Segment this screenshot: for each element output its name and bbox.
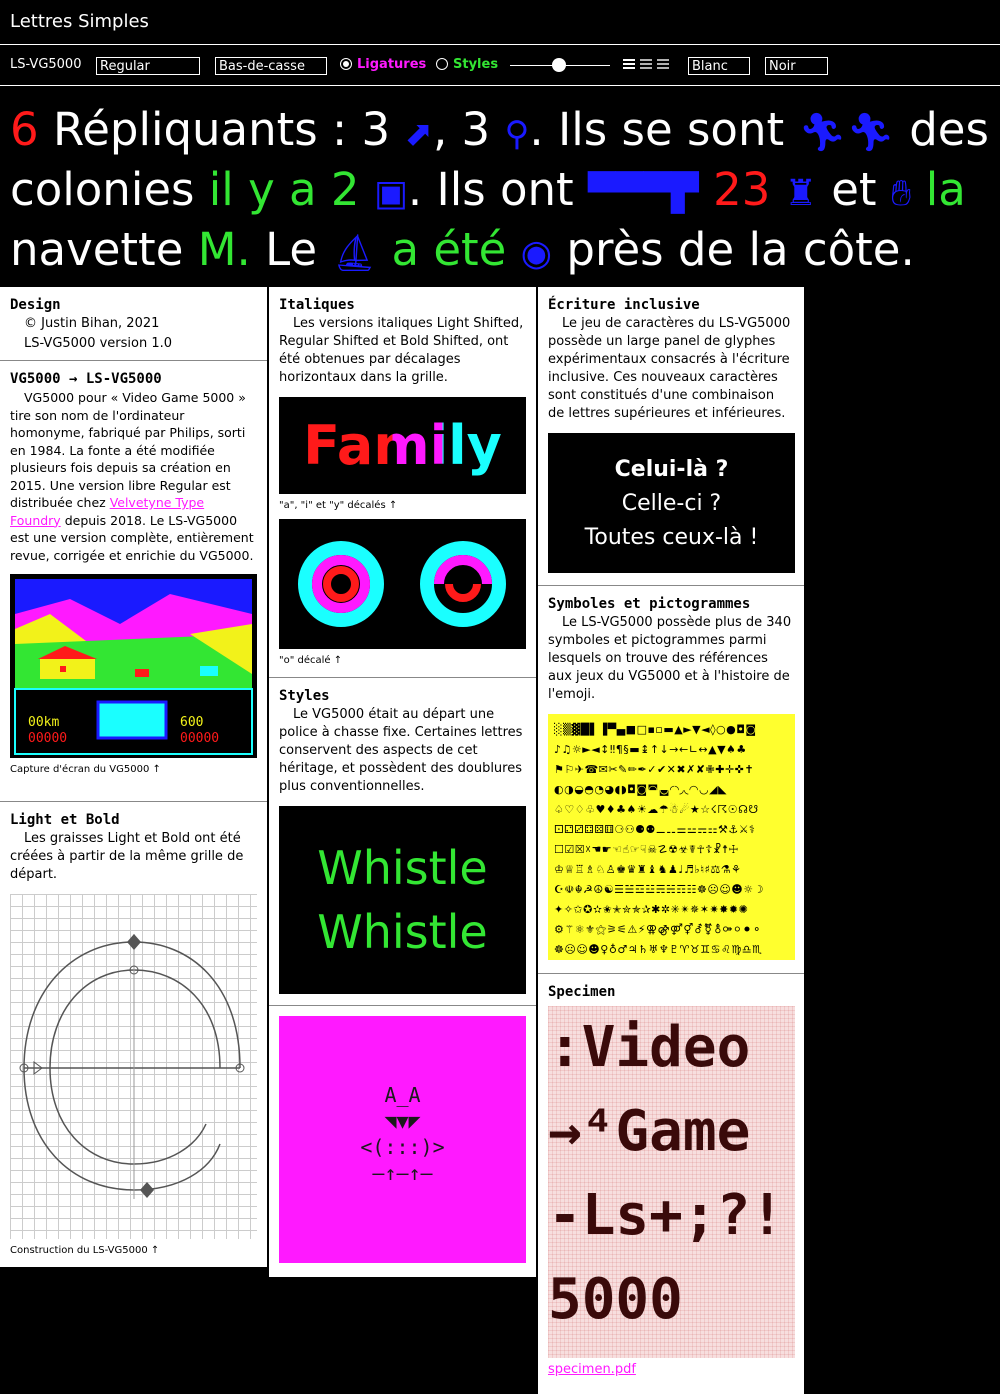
robot-icon: ♜ — [784, 173, 817, 214]
symbols-row: ♔♕♖♗♘♙♚♛♜♝♞♟♩♬♭♮♯⚖⚗⚘ — [554, 863, 742, 876]
gun-icon: ▀▀▀▛ — [588, 173, 699, 214]
inclusive-line: Celle-ci ? — [621, 491, 722, 516]
design-section — [0, 287, 267, 361]
symbols-row: ☪☫☬☭☮☯☰☱☲☳☴☵☶☷☸☹☺☻☼☽ — [554, 883, 764, 896]
arrow-icon: ⬈ — [404, 114, 433, 154]
app-title: Lettres Simples — [10, 11, 149, 32]
family-word: Family — [303, 414, 502, 477]
construction-grid — [10, 894, 257, 1239]
section-title: Specimen — [548, 984, 616, 1000]
hero-word: colonies — [10, 163, 195, 216]
vg5000-game-scene — [10, 574, 257, 758]
symbols-row: ⚀⚁⚂⚃⚄⚅⚆⚇⚈⚉⚊⚋⚌⚍⚎⚏⚒⚓⚔⚕ — [554, 823, 756, 836]
font-name-label: LS-VG5000 — [10, 57, 82, 72]
inclusive-text: Le jeu de caractères du LS-VG5000 possède un large panel de glyphes expérimentaux consacrés à l'écriture inclusive. Ces nouveaux caractères sont constitués d'une combinaison de lettres supérieures et inférieures. — [548, 316, 791, 421]
eye-icon: ◉ — [520, 233, 553, 274]
whistle-word-2: Whistle — [317, 905, 488, 959]
o-shift-graphic — [279, 519, 526, 649]
vg5000-section — [0, 361, 267, 802]
section-title: Light et Bold — [10, 812, 120, 828]
styles-radio[interactable] — [436, 57, 498, 72]
radio-unchecked-icon — [436, 58, 448, 70]
section-title: Italiques — [279, 297, 355, 313]
image-caption: Construction du LS-VG5000 ↑ — [10, 1245, 160, 1256]
hero-word: , 3 — [432, 103, 491, 156]
styles-label: Styles — [453, 57, 499, 72]
hero-word: a été — [391, 223, 507, 276]
specimen-pdf-link[interactable]: specimen.pdf — [548, 1362, 636, 1377]
hero-word: la — [925, 163, 966, 216]
hud-score: 00000 — [28, 731, 68, 746]
velvetyne-link[interactable]: Velvetyne Type Foundry — [10, 495, 205, 528]
emoticon-line: —↑—↑— — [372, 1161, 433, 1185]
construction-diagram — [10, 894, 257, 1239]
style-select[interactable]: Regular — [96, 57, 200, 75]
whistle-sample — [279, 806, 526, 994]
credit-line: © Justin Bihan, 2021 — [24, 316, 160, 331]
specimen-line: →⁴Game — [548, 1099, 751, 1164]
emoticon-line: ◥▼◤ — [384, 1109, 421, 1133]
hud-fuel: 600 — [180, 715, 204, 730]
specimen-line: 5000 — [548, 1267, 683, 1332]
column-1 — [0, 287, 267, 1267]
hero-word: des — [909, 103, 989, 156]
radio-checked-icon — [340, 58, 352, 70]
hero-word: . Ils ont — [407, 163, 574, 216]
styles-text: Le VG5000 était au départ une police à chasse fixe. Certaines lettres conservent des aspects de cet héritage, et possèdent des doublures plus conventionnelles. — [279, 707, 523, 794]
hero-word: et — [831, 163, 877, 216]
symbols-row: ◐◑◒◓◔◕◖◗◘◙◚◛◜◝◞◟◠◡◢◣ — [554, 783, 728, 796]
hero-word: 23 — [713, 163, 771, 216]
hero-word: près de la côte. — [566, 223, 915, 276]
symbols-row: ♪♫☼►◄↕‼¶§▬↨↑↓→←∟↔▲▼♠♣ — [554, 743, 747, 756]
hand-icon: ✋︎ — [890, 173, 912, 214]
symbols-grid — [548, 714, 795, 960]
person-icon: ⚲ — [504, 114, 530, 154]
italics-section — [269, 287, 536, 678]
section-title: Styles — [279, 688, 330, 704]
inclusive-line: Celui-là ? — [614, 457, 729, 482]
boat-icon: ⛵︎ — [331, 233, 378, 274]
symbols-row: ⚑⚐✈☎✉✂✎✏✒✓✔✕✖✗✘✙✚✛✜✝ — [554, 763, 755, 776]
hero-word: M. — [197, 223, 251, 276]
o-shift-sample — [279, 519, 526, 649]
section-title: Écriture inclusive — [548, 297, 700, 313]
image-caption: "a", "i" et "y" décalés ↑ — [279, 500, 398, 511]
hero-word: 6 — [10, 103, 39, 156]
version-line: LS-VG5000 version 1.0 — [24, 336, 173, 351]
symbols-row: ♤♡♢♧♥♦♣♠☀☁☂☃☄★☆☇☈☉☊☋ — [554, 803, 759, 816]
specimen-link-row — [548, 1362, 794, 1377]
emoticon-line: A_A — [384, 1083, 421, 1107]
hero-word: il y a 2 — [208, 163, 360, 216]
align-right-icon[interactable] — [657, 59, 669, 71]
section-title: Design — [10, 297, 61, 313]
image-caption: Capture d'écran du VG5000 ↑ — [10, 764, 161, 775]
symbols-row: ✦✧✩✪✫✬✭✮✯✰✱✲✳✴✵✶✷✸✹✺ — [554, 903, 749, 916]
light-bold-text: Les graisses Light et Bold ont été créées à partir de la même grille de départ. — [10, 831, 244, 882]
inclusive-line: Toutes ceux-là ! — [584, 525, 759, 550]
background-color-select[interactable]: Blanc — [688, 57, 750, 75]
specimen-image — [548, 1006, 795, 1358]
hud-km: 00km — [28, 715, 60, 730]
specimen-section — [538, 974, 804, 1394]
align-center-icon[interactable] — [640, 59, 652, 71]
hero-line-1 — [10, 100, 989, 164]
inclusive-sample — [548, 433, 795, 573]
hero-word: . Ils se sont — [529, 103, 785, 156]
column-3 — [538, 287, 804, 1394]
symbols-section — [538, 586, 804, 974]
case-select[interactable]: Bas-de-casse — [215, 57, 327, 75]
hero-word: navette — [10, 223, 184, 276]
text-color-select[interactable]: Noir — [765, 57, 828, 75]
calendar-icon: ▣ — [373, 173, 408, 214]
hud-score-2: 00000 — [180, 731, 220, 746]
whistle-word-1: Whistle — [317, 841, 488, 895]
toolbar — [0, 45, 1000, 86]
styles-section — [269, 678, 536, 1006]
specimen-line: :Video — [548, 1015, 751, 1080]
vg5000-screenshot — [10, 574, 257, 758]
emoticon-sample — [279, 1016, 526, 1263]
family-sample — [279, 397, 526, 494]
italics-text: Les versions italiques Light Shifted, Regular Shifted et Bold Shifted, ont été obtenues par décalages horizontaux dans la grille. — [279, 316, 524, 385]
hero-word: Répliquants : 3 — [52, 103, 391, 156]
symbols-row: ☸☹☺☻♀♁♂♃♄♅♆♇♈♉♊♋♌♍♎♏ — [554, 943, 763, 956]
ligatures-radio[interactable] — [340, 57, 426, 72]
app-header — [0, 0, 1000, 45]
inclusive-section — [538, 287, 804, 586]
vg5000-text: VG5000 pour « Video Game 5000 » tire son nom de l'ordinateur homonyme, fabriqué par Philips, sorti en 1984. La fonte a été modifiée plusieurs fois depuis sa création en 2015. Une version libre Regular est distribuée chez Velvetyne Type Foundry depuis 2018. Le LS-VG5000 est une version complète, entièrement revue, corrigée et enrichie du VG5000. — [10, 390, 254, 563]
align-left-icon[interactable] — [623, 59, 635, 71]
section-title: Symboles et pictogrammes — [548, 596, 751, 612]
emoticon-section — [269, 1006, 536, 1277]
image-caption: "o" décalé ↑ — [279, 655, 343, 666]
symbols-row: ░▒▓█▌▐▀▄■□▪▫▬▲►▼◄◊○●◘◙ — [554, 723, 757, 736]
hero-line-2 — [10, 160, 966, 224]
hero-word: Le — [265, 223, 318, 276]
alignment-group — [623, 59, 674, 75]
hero-line-3 — [10, 220, 915, 284]
size-slider[interactable] — [510, 65, 610, 66]
symbols-row: ☐☑☒☓☚☛☜☝☞☟☠☡☢☣☤☥☦☧☨☩ — [554, 843, 739, 856]
light-bold-section — [0, 802, 267, 1267]
slider-knob[interactable] — [552, 58, 566, 72]
ligatures-label: Ligatures — [357, 57, 427, 72]
specimen-line: -Ls+;?! — [548, 1183, 785, 1248]
emoticon-line: <(:::)> — [360, 1135, 445, 1159]
section-title: VG5000 → LS-VG5000 — [10, 371, 162, 387]
column-2 — [269, 287, 536, 1277]
symbols-row: ⚙⚚⚛⚜⚝⚞⚟⚠⚡⚢⚣⚤⚥⚦⚧⚨⚩⚪⚫⚬ — [554, 923, 762, 936]
runners-icon: 🏃︎🏃︎ — [798, 110, 895, 154]
symbols-text: Le LS-VG5000 possède plus de 340 symboles et pictogrammes parmi lesquels on trouve des références aux jeux du VG5000 et à l'histoire de l'emoji. — [548, 615, 792, 702]
